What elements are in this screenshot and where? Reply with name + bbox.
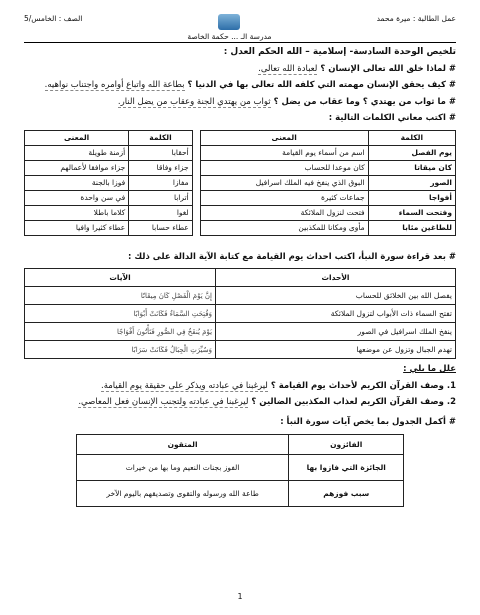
event-cell: يفصل الله بين الخلائق للحساب [216, 287, 456, 305]
vocab-word: للطاغين مئابا [368, 220, 455, 235]
table-row [25, 190, 456, 205]
question-1: # لماذا خلق الله تعالى الإنسان ؟ لعبادة الله تعالى. [258, 64, 456, 74]
page-number: 1 [237, 592, 243, 601]
vocab-word: جزاء وفاقا [129, 160, 192, 175]
vocab-word: مفازا [129, 175, 192, 190]
events-title: # بعد قراءة سورة النبأ، اكتب احداث يوم القيامة مع كتابة الآية الدالة على ذلك : [127, 251, 456, 262]
school-name: مدرسة الـ ... حكمة الخاصة [187, 32, 272, 41]
student-name: عمل الطالبة : ميرة محمد [376, 14, 456, 23]
school-logo-icon [218, 14, 240, 30]
table-row [25, 305, 456, 323]
vocab-word: أحقابا [129, 145, 192, 160]
vocab-word: لغوا [129, 205, 192, 220]
table-row [25, 205, 456, 220]
divider [24, 42, 456, 43]
vocab-meaning: في سن واحدة [25, 190, 129, 205]
table-row [25, 160, 456, 175]
vocab-meaning: فتحت لنزول الملائكة [200, 205, 368, 220]
vocab-table [24, 130, 456, 236]
explain-item-2: 2. وصف القرآن الكريم لعذاب المكذبين الضالين ؟ ليرغبنا في عبادته ولتجنب الإنسان فعل المعاصي. [78, 397, 456, 408]
explain-answer-2: ليرغبنا في عبادته ولتجنب الإنسان فعل المعاصي. [78, 397, 249, 408]
vocab-meaning: كلاما باطلا [25, 205, 129, 220]
event-cell: ينفخ الملك اسرافيل في الصور [216, 323, 456, 341]
vocab-meaning: فوزا بالجنة [25, 175, 129, 190]
vocab-word: الصور [368, 175, 455, 190]
vocab-title: # اكتب معاني الكلمات التالية : [328, 113, 456, 124]
table-row [76, 481, 403, 507]
page-title: تلخيص الوحدة السادسة- إسلامية – الله الحكم العدل : [223, 47, 456, 57]
grade-label: الصف : الخامس/5 [24, 14, 83, 23]
vocab-meaning: اسم من أسماء يوم القيامة [200, 145, 368, 160]
event-cell: تهدم الجبال وتزول عن موضعها [216, 341, 456, 359]
verse-cell: يَوْمَ يُنفَخُ فِي الصُّورِ فَتَأْتُونَ أَفْوَاجًا [25, 323, 216, 341]
table-row [25, 323, 456, 341]
vocab-word: يوم الفصل [368, 145, 455, 160]
vocab-meaning: البوق الذي ينفخ فيه الملك اسرافيل [200, 175, 368, 190]
table-row [25, 145, 456, 160]
events-header-verses: الآيات [25, 269, 216, 287]
table-row [25, 175, 456, 190]
vocab-header-meaning: المعنى [25, 130, 129, 145]
row-label: سبب فوزهم [289, 481, 404, 507]
table-row [25, 341, 456, 359]
row-value: الفوز بجنات النعيم وما بها من خيرات [76, 455, 288, 481]
vocab-meaning: مأوى ومكانا للمكذبين [200, 220, 368, 235]
verse-cell: وَفُتِحَتِ السَّمَاءُ فَكَانَتْ أَبْوَابًا [25, 305, 216, 323]
school-block [187, 14, 271, 41]
pious-header: المتقون [76, 435, 288, 455]
vocab-header-word: الكلمة [368, 130, 455, 145]
winners-table [76, 434, 404, 507]
answer-3: ثواب من يهتدي الجنة وعقاب من يضل النار. [117, 96, 271, 107]
winners-header: الفائزون [289, 435, 404, 455]
explain-item-1: 1. وصف القرآن الكريم لأحداث يوم القيامة ؟ ليرغبنا في عبادته ويذكر على حقيقة يوم القيامة. [101, 380, 456, 391]
table-row [76, 455, 403, 481]
vocab-header-word: الكلمة [129, 130, 192, 145]
answer-1: لعبادة الله تعالى. [258, 64, 318, 74]
events-table [24, 268, 456, 359]
row-label: الجائزة التي فازوا بها [289, 455, 404, 481]
vocab-meaning: جزاء موافقا لأعمالهم [25, 160, 129, 175]
table-row [25, 287, 456, 305]
vocab-meaning: كان موعدا للحساب [200, 160, 368, 175]
event-cell: تفتح السماء ذات الأبواب لتزول الملائكة [216, 305, 456, 323]
vocab-meaning: جماعات كثيرة [200, 190, 368, 205]
explain-title: علل ما يلي : [403, 364, 456, 375]
events-header-events: الأحداث [216, 269, 456, 287]
question-2: # كيف يحقق الإنسان مهمته التي كلفه الله تعالى بها في الدنيا ؟ بطاعة الله واتباع أوامره واجتناب نواهيه. [44, 80, 456, 91]
explain-answer-1: ليرغبنا في عبادته ويذكر على حقيقة يوم القيامة. [101, 380, 268, 391]
vocab-header-meaning: المعنى [200, 130, 368, 145]
row-value: طاعة الله ورسوله والتقوى وتصديقهم باليوم الآخر [76, 481, 288, 507]
answer-2: بطاعة الله واتباع أوامره واجتناب نواهيه. [44, 80, 185, 91]
vocab-meaning: أزمنة طويلة [25, 145, 129, 160]
vocab-word: وفتحت السماء [368, 205, 455, 220]
vocab-word: أترابا [129, 190, 192, 205]
header [24, 14, 456, 40]
vocab-word: عطاء حسابا [129, 220, 192, 235]
verse-cell: وَسُيِّرَتِ الْجِبَالُ فَكَانَتْ سَرَابًا [25, 341, 216, 359]
vocab-meaning: عطاء كثيرا وافيا [25, 220, 129, 235]
last-title: # أكمل الجدول بما يخص آيات سورة النبأ : [280, 416, 456, 427]
vocab-word: أفواجا [368, 190, 455, 205]
table-row [25, 220, 456, 235]
verse-cell: إِنَّ يَوْمَ الْفَصْلِ كَانَ مِيقَاتًا [25, 287, 216, 305]
vocab-word: كان ميقاتا [368, 160, 455, 175]
question-3: # ما ثواب من يهتدي ؟ وما عقاب من يضل ؟ ثواب من يهتدي الجنة وعقاب من يضل النار. [117, 96, 456, 107]
